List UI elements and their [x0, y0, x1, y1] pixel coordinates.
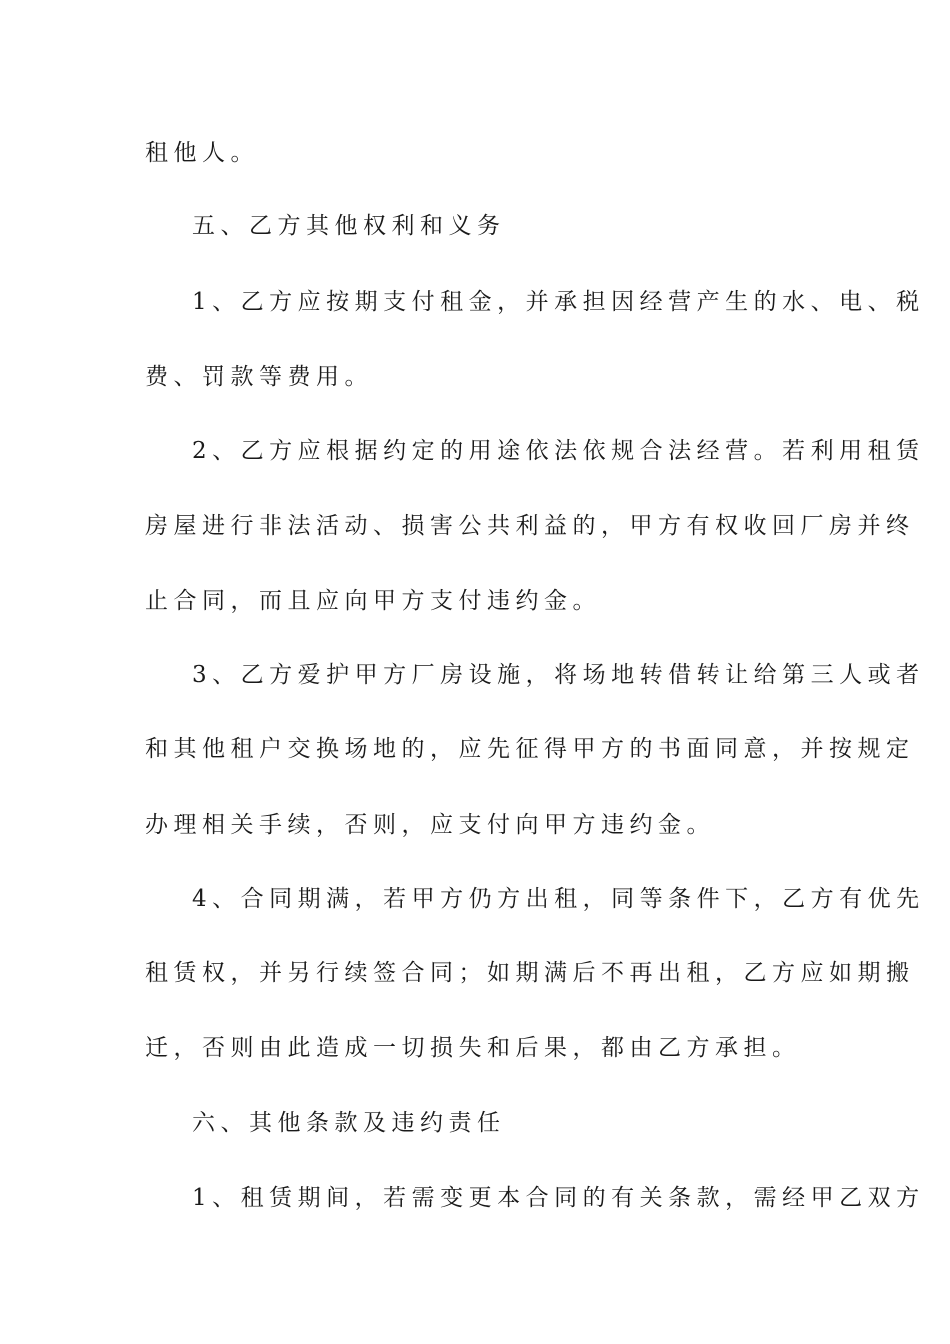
- text-line-1: 租他人。: [145, 140, 259, 166]
- text-line-4: 费、罚款等费用。: [145, 364, 373, 390]
- text-line-6: 房屋进行非法活动、损害公共利益的，甲方有权收回厂房并终: [145, 513, 915, 539]
- section-heading-6: 六、其他条款及违约责任: [192, 1110, 506, 1136]
- text-line-8: 3、乙方爱护甲方厂房设施，将场地转借转让给第三人或者: [192, 662, 925, 688]
- text-line-10: 办理相关手续，否则，应支付向甲方违约金。: [145, 812, 715, 838]
- text-line-9: 和其他租户交换场地的，应先征得甲方的书面同意，并按规定: [145, 736, 915, 762]
- text-line-5: 2、乙方应根据约定的用途依法依规合法经营。若利用租赁: [192, 438, 925, 464]
- text-line-12: 租赁权，并另行续签合同；如期满后不再出租，乙方应如期搬: [145, 960, 915, 986]
- text-line-3: 1、乙方应按期支付租金，并承担因经营产生的水、电、税: [192, 289, 925, 315]
- section-heading-5: 五、乙方其他权利和义务: [192, 213, 506, 239]
- text-line-13: 迁，否则由此造成一切损失和后果，都由乙方承担。: [145, 1035, 801, 1061]
- text-line-11: 4、合同期满，若甲方仍方出租，同等条件下，乙方有优先: [192, 886, 925, 912]
- text-line-7: 止合同，而且应向甲方支付违约金。: [145, 588, 601, 614]
- text-line-15: 1、租赁期间，若需变更本合同的有关条款，需经甲乙双方: [192, 1185, 925, 1211]
